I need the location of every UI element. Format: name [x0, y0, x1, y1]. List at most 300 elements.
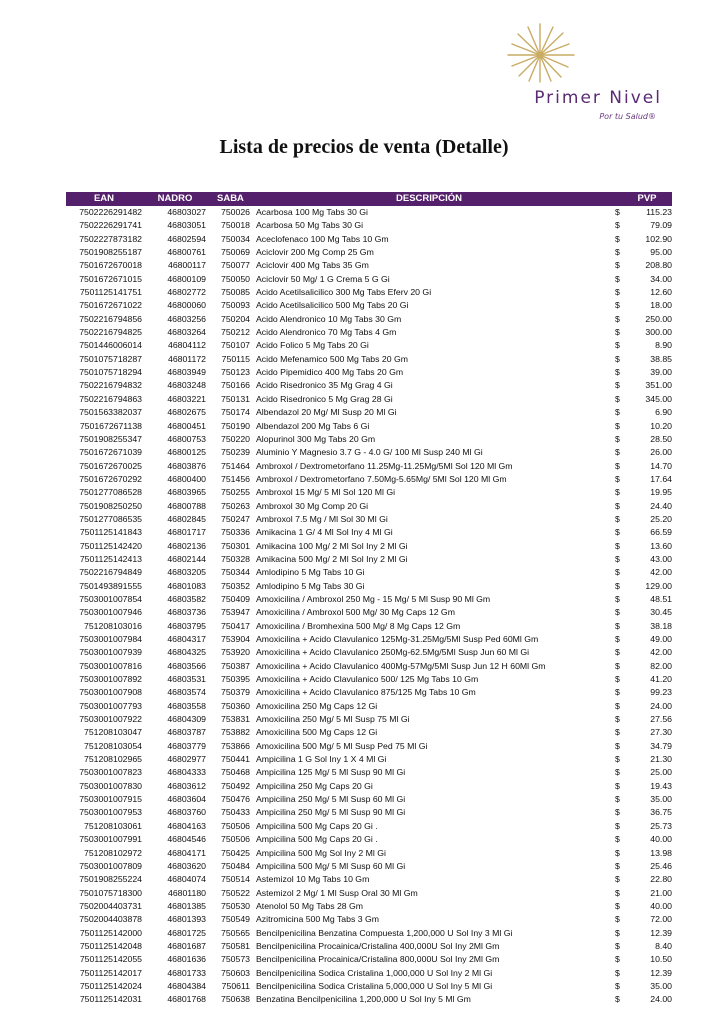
table-row	[66, 753, 672, 766]
description-cell: Ampicilina 250 Mg/ 5 Ml Susp 60 Ml Gi	[256, 794, 406, 805]
saba-cell: 750573	[221, 954, 250, 965]
column-header-saba: SABA	[217, 193, 244, 204]
price-cell: 12.39	[650, 927, 672, 938]
currency-symbol: $	[615, 433, 620, 444]
table-row	[66, 740, 672, 753]
nadro-cell: 46801083	[167, 580, 206, 591]
nadro-cell: 46804112	[167, 340, 206, 351]
price-cell: 24.40	[650, 500, 672, 511]
table-row	[66, 887, 672, 900]
saba-cell: 750484	[221, 860, 250, 871]
currency-symbol: $	[615, 567, 620, 578]
description-cell: Bencilpenicilina Procainica/Cristalina 800,000U Sol Iny 2Ml Gm	[256, 954, 500, 965]
description-cell: Amoxicilina + Acido Clavulanico 125Mg-31.25Mg/5Ml Susp Ped 60Ml Gm	[256, 634, 539, 644]
currency-symbol: $	[615, 847, 620, 858]
nadro-cell: 46801385	[167, 900, 206, 911]
ean-cell: 751208103054	[84, 740, 142, 751]
price-cell: 40.00	[650, 834, 672, 845]
table-row	[66, 820, 672, 833]
currency-symbol: $	[615, 620, 620, 631]
price-cell: 19.43	[650, 780, 672, 791]
ean-cell: 7502226291482	[79, 207, 142, 217]
price-cell: 27.56	[650, 714, 672, 725]
table-row	[66, 793, 672, 806]
description-cell: Aciclovir 400 Mg Tabs 35 Gm	[256, 260, 369, 271]
currency-symbol: $	[615, 527, 620, 538]
currency-symbol: $	[615, 900, 620, 911]
saba-cell: 750204	[221, 313, 250, 324]
saba-cell: 753831	[221, 714, 250, 725]
description-cell: Ampicilina 250 Mg/ 5 Ml Susp 90 Ml Gi	[256, 807, 406, 818]
description-cell: Acido Pipemidico 400 Mg Tabs 20 Gm	[256, 367, 404, 378]
ean-cell: 7503001007816	[79, 660, 142, 671]
table-row	[66, 726, 672, 739]
saba-cell: 750352	[221, 580, 250, 591]
ean-cell: 751208102972	[84, 847, 142, 858]
description-cell: Amoxicilina + Acido Clavulanico 400Mg-57Mg/5Ml Susp Jun 12 H 60Ml Gm	[256, 660, 546, 671]
brand-name: Primer Nivel	[534, 88, 662, 108]
saba-cell: 750433	[221, 807, 250, 818]
table-row	[66, 553, 672, 566]
description-cell: Amikacina 500 Mg/ 2 Ml Sol Iny 2 Ml Gi	[256, 553, 408, 564]
description-cell: Acarbosa 100 Mg Tabs 30 Gi	[256, 207, 368, 217]
ean-cell: 7501125141843	[79, 527, 142, 538]
description-cell: Ampicilina 125 Mg/ 5 Ml Susp 90 Ml Gi	[256, 767, 406, 778]
table-row	[66, 833, 672, 846]
saba-cell: 753866	[221, 740, 250, 751]
ean-cell: 7501125142024	[79, 980, 142, 991]
description-cell: Ampicilina 500 Mg Sol Iny 2 Ml Gi	[256, 847, 386, 858]
price-cell: 10.50	[650, 954, 672, 965]
price-cell: 14.70	[650, 460, 672, 471]
saba-cell: 750468	[221, 767, 250, 778]
description-cell: Ambroxol 7.5 Mg / Ml Sol 30 Ml Gi	[256, 513, 388, 524]
nadro-cell: 46804384	[167, 980, 206, 991]
table-row	[66, 593, 672, 606]
description-cell: Amoxicilina / Ambroxol 250 Mg - 15 Mg/ 5 Ml Susp 90 Ml Gm	[256, 593, 491, 604]
currency-symbol: $	[615, 327, 620, 338]
saba-cell: 750514	[221, 874, 250, 885]
currency-symbol: $	[615, 487, 620, 498]
currency-symbol: $	[615, 553, 620, 564]
description-cell: Aceclofenaco 100 Mg Tabs 10 Gm	[256, 233, 389, 244]
nadro-cell: 46803949	[167, 367, 206, 378]
table-row	[66, 580, 672, 593]
nadro-cell: 46801636	[167, 954, 206, 965]
price-cell: 39.00	[650, 367, 672, 378]
nadro-cell: 46800753	[167, 433, 206, 444]
table-row	[66, 540, 672, 553]
price-cell: 208.80	[645, 260, 672, 271]
ean-cell: 7501672671138	[79, 420, 142, 431]
price-cell: 41.20	[650, 674, 672, 685]
description-cell: Acido Alendronico 10 Mg Tabs 30 Gm	[256, 313, 402, 324]
currency-symbol: $	[615, 794, 620, 805]
nadro-cell: 46801717	[167, 527, 206, 538]
currency-symbol: $	[615, 980, 620, 991]
nadro-cell: 46803795	[167, 620, 206, 631]
price-cell: 95.00	[650, 247, 672, 258]
ean-cell: 7501446006014	[79, 340, 142, 351]
saba-cell: 750212	[221, 327, 250, 338]
ean-cell: 7501277086535	[79, 513, 142, 524]
table-row	[66, 660, 672, 673]
price-cell: 25.00	[650, 767, 672, 778]
nadro-cell: 46803558	[167, 700, 206, 711]
description-cell: Amlodipino 5 Mg Tabs 30 Gi	[256, 580, 365, 591]
table-row	[66, 780, 672, 793]
ean-cell: 7501277086528	[79, 487, 142, 498]
price-cell: 18.00	[650, 300, 672, 311]
price-cell: 17.64	[650, 473, 672, 484]
description-cell: Bencilpenicilina Sodica Cristalina 1,000,000 U Sol Iny 2 Ml Gi	[256, 967, 493, 978]
price-cell: 72.00	[650, 914, 672, 925]
brand-tagline: Por tu Salud®	[599, 112, 656, 121]
saba-cell: 750115	[221, 353, 250, 364]
currency-symbol: $	[615, 300, 620, 311]
price-cell: 24.00	[650, 994, 672, 1005]
ean-cell: 7502216794849	[79, 567, 142, 578]
saba-cell: 753882	[221, 727, 250, 738]
table-row	[66, 713, 672, 726]
nadro-cell: 46803531	[167, 674, 206, 685]
description-cell: Acido Alendronico 70 Mg Tabs 4 Gm	[256, 327, 397, 338]
table-row	[66, 246, 672, 259]
currency-symbol: $	[615, 674, 620, 685]
column-header-pvp: PVP	[637, 193, 657, 204]
description-cell: Aluminio Y Magnesio 3.7 G - 4.0 G/ 100 Ml Susp 240 Ml Gi	[256, 447, 483, 458]
description-cell: Amoxicilina + Acido Clavulanico 250Mg-62.5Mg/5Ml Susp Jun 60 Ml Gi	[256, 647, 530, 658]
table-row	[66, 286, 672, 299]
table-row	[66, 313, 672, 326]
nadro-cell: 46804163	[167, 820, 206, 831]
price-cell: 43.00	[650, 553, 672, 564]
description-cell: Aciclovir 50 Mg/ 1 G Crema 5 G Gi	[256, 273, 390, 284]
price-cell: 79.09	[650, 220, 672, 231]
table-row	[66, 967, 672, 980]
description-cell: Albendazol 200 Mg Tabs 6 Gi	[256, 420, 370, 431]
price-cell: 351.00	[645, 380, 672, 391]
saba-cell: 750387	[221, 660, 250, 671]
description-cell: Acido Folico 5 Mg Tabs 20 Gi	[256, 340, 369, 351]
table-row	[66, 873, 672, 886]
currency-symbol: $	[615, 660, 620, 671]
price-cell: 66.59	[650, 527, 672, 538]
nadro-cell: 46804074	[167, 874, 206, 885]
ean-cell: 7503001007854	[79, 593, 142, 604]
nadro-cell: 46801687	[167, 940, 206, 951]
price-cell: 42.00	[650, 567, 672, 578]
table-row	[66, 606, 672, 619]
saba-cell: 750050	[221, 273, 250, 284]
column-header-ean: EAN	[93, 193, 115, 204]
currency-symbol: $	[615, 407, 620, 418]
ean-cell: 7501908255347	[79, 433, 142, 444]
table-row	[66, 940, 672, 953]
description-cell: Astemizol 10 Mg Tabs 10 Gm	[256, 874, 370, 885]
currency-symbol: $	[615, 780, 620, 791]
description-cell: Albendazol 20 Mg/ Ml Susp 20 Ml Gi	[256, 407, 397, 418]
currency-symbol: $	[615, 340, 620, 351]
currency-symbol: $	[615, 967, 620, 978]
saba-cell: 750492	[221, 780, 250, 791]
ean-cell: 7503001007830	[79, 780, 142, 791]
currency-symbol: $	[615, 807, 620, 818]
nadro-cell: 46802772	[167, 287, 206, 298]
price-cell: 48.51	[650, 593, 672, 604]
price-cell: 25.20	[650, 513, 672, 524]
ean-cell: 751208103061	[84, 820, 142, 831]
price-cell: 19.95	[650, 487, 672, 498]
currency-symbol: $	[615, 233, 620, 244]
nadro-cell: 46803027	[167, 207, 206, 217]
price-cell: 26.00	[650, 447, 672, 458]
description-cell: Bencilpenicilina Benzatina Compuesta 1,200,000 U Sol Iny 3 Ml Gi	[256, 927, 513, 938]
currency-symbol: $	[615, 460, 620, 471]
currency-symbol: $	[615, 593, 620, 604]
table-row	[66, 486, 672, 499]
nadro-cell: 46803604	[167, 794, 206, 805]
saba-cell: 750301	[221, 540, 250, 551]
description-cell: Bencilpenicilina Procainica/Cristalina 400,000U Sol Iny 2Ml Gm	[256, 940, 500, 951]
saba-cell: 750328	[221, 553, 250, 564]
saba-cell: 750417	[221, 620, 250, 631]
ean-cell: 7501125142048	[79, 940, 142, 951]
table-row	[66, 766, 672, 779]
ean-cell: 751208102965	[84, 754, 142, 765]
column-header-nadro: NADRO	[157, 193, 193, 204]
currency-symbol: $	[615, 714, 620, 725]
ean-cell: 7501125142413	[79, 553, 142, 564]
currency-symbol: $	[615, 887, 620, 898]
ean-cell: 7503001007953	[79, 807, 142, 818]
currency-symbol: $	[615, 313, 620, 324]
saba-cell: 750360	[221, 700, 250, 711]
saba-cell: 750093	[221, 300, 250, 311]
price-cell: 99.23	[650, 687, 672, 698]
ean-cell: 7503001007892	[79, 674, 142, 685]
saba-cell: 750336	[221, 527, 250, 538]
ean-cell: 7501125142031	[79, 994, 142, 1005]
nadro-cell: 46800117	[167, 260, 206, 271]
table-row	[66, 646, 672, 659]
nadro-cell: 46800060	[167, 300, 206, 311]
description-cell: Amikacina 100 Mg/ 2 Ml Sol Iny 2 Ml Gi	[256, 540, 408, 551]
price-cell: 35.00	[650, 980, 672, 991]
table-row	[66, 393, 672, 406]
price-cell: 34.79	[650, 740, 672, 751]
price-cell: 129.00	[645, 580, 672, 591]
description-cell: Amoxicilina 500 Mg Caps 12 Gi	[256, 727, 378, 738]
saba-cell: 750344	[221, 567, 250, 578]
currency-symbol: $	[615, 754, 620, 765]
saba-cell: 750131	[221, 393, 250, 404]
nadro-cell: 46804325	[167, 647, 206, 658]
currency-symbol: $	[615, 927, 620, 938]
table-row	[66, 620, 672, 633]
table-row	[66, 993, 672, 1006]
nadro-cell: 46802136	[167, 540, 206, 551]
price-cell: 6.90	[655, 407, 672, 418]
table-row	[66, 233, 672, 246]
nadro-cell: 46800451	[167, 420, 206, 431]
nadro-cell: 46803051	[167, 220, 206, 231]
saba-cell: 750123	[221, 367, 250, 378]
price-cell: 250.00	[645, 313, 672, 324]
ean-cell: 7503001007823	[79, 767, 142, 778]
ean-cell: 7501075718287	[79, 353, 142, 364]
column-header-description: DESCRIPCIÓN	[396, 193, 462, 204]
table-row	[66, 206, 672, 219]
table-row	[66, 566, 672, 579]
description-cell: Ampicilina 500 Mg Caps 20 Gi .	[256, 820, 378, 831]
nadro-cell: 46800109	[167, 273, 206, 284]
nadro-cell: 46804171	[167, 847, 206, 858]
ean-cell: 7501125141751	[79, 287, 142, 298]
table-row	[66, 860, 672, 873]
table-row	[66, 673, 672, 686]
description-cell: Amoxicilina + Acido Clavulanico 875/125 Mg Tabs 10 Gm	[256, 687, 476, 698]
price-cell: 12.60	[650, 287, 672, 298]
nadro-cell: 46803779	[167, 740, 206, 751]
ean-cell: 7503001007793	[79, 700, 142, 711]
saba-cell: 750379	[221, 687, 250, 698]
nadro-cell: 46803566	[167, 660, 206, 671]
description-cell: Acido Acetilsalicilico 500 Mg Tabs 20 Gi	[256, 300, 409, 311]
ean-cell: 7501672671015	[79, 273, 142, 284]
nadro-cell: 46803760	[167, 807, 206, 818]
price-cell: 21.00	[650, 887, 672, 898]
sunburst-icon	[500, 22, 580, 88]
currency-symbol: $	[615, 353, 620, 364]
nadro-cell: 46801180	[167, 887, 206, 898]
ean-cell: 7502226291741	[79, 220, 142, 231]
currency-symbol: $	[615, 820, 620, 831]
nadro-cell: 46803965	[167, 487, 206, 498]
saba-cell: 750476	[221, 794, 250, 805]
price-cell: 102.90	[645, 233, 672, 244]
ean-cell: 7501075718300	[79, 887, 142, 898]
price-cell: 12.39	[650, 967, 672, 978]
nadro-cell: 46801733	[167, 967, 206, 978]
description-cell: Ambroxol 30 Mg Comp 20 Gi	[256, 500, 369, 511]
ean-cell: 7501075718294	[79, 367, 142, 378]
ean-cell: 7502004403878	[79, 914, 142, 925]
saba-cell: 750425	[221, 847, 250, 858]
ean-cell: 7501125142017	[79, 967, 142, 978]
currency-symbol: $	[615, 207, 620, 217]
description-cell: Ampicilina 250 Mg Caps 20 Gi	[256, 780, 373, 791]
ean-cell: 7501125142000	[79, 927, 142, 938]
currency-symbol: $	[615, 513, 620, 524]
description-cell: Atenolol 50 Mg Tabs 28 Gm	[256, 900, 364, 911]
currency-symbol: $	[615, 940, 620, 951]
nadro-cell: 46803256	[167, 313, 206, 324]
price-cell: 30.45	[650, 607, 672, 618]
saba-cell: 750255	[221, 487, 250, 498]
saba-cell: 750611	[221, 980, 250, 991]
currency-symbol: $	[615, 767, 620, 778]
ean-cell: 7502216794825	[79, 327, 142, 338]
nadro-cell: 46802977	[167, 754, 206, 765]
currency-symbol: $	[615, 647, 620, 658]
saba-cell: 750077	[221, 260, 250, 271]
nadro-cell: 46803264	[167, 327, 206, 338]
currency-symbol: $	[615, 700, 620, 711]
ean-cell: 7501563382037	[79, 407, 142, 418]
price-cell: 82.00	[650, 660, 672, 671]
table-row	[66, 406, 672, 419]
saba-cell: 750220	[221, 433, 250, 444]
price-cell: 49.00	[650, 634, 672, 644]
price-cell: 27.30	[650, 727, 672, 738]
currency-symbol: $	[615, 580, 620, 591]
table-row	[66, 446, 672, 459]
price-cell: 38.85	[650, 353, 672, 364]
description-cell: Azitromicina 500 Mg Tabs 3 Gm	[256, 914, 379, 925]
saba-cell: 750522	[221, 887, 250, 898]
ean-cell: 7502227873182	[79, 233, 142, 244]
saba-cell: 750026	[221, 207, 250, 217]
saba-cell: 750506	[221, 820, 250, 831]
price-cell: 345.00	[645, 393, 672, 404]
currency-symbol: $	[615, 447, 620, 458]
nadro-cell: 46802675	[167, 407, 206, 418]
price-cell: 35.00	[650, 794, 672, 805]
price-cell: 34.00	[650, 273, 672, 284]
saba-cell: 750409	[221, 593, 250, 604]
table-row	[66, 420, 672, 433]
price-cell: 36.75	[650, 807, 672, 818]
ean-cell: 7502216794832	[79, 380, 142, 391]
table-row	[66, 473, 672, 486]
saba-cell: 750166	[221, 380, 250, 391]
nadro-cell: 46802144	[167, 553, 206, 564]
nadro-cell: 46800400	[167, 473, 206, 484]
table-row	[66, 900, 672, 913]
ean-cell: 7501672670292	[79, 473, 142, 484]
price-cell: 28.50	[650, 433, 672, 444]
ean-cell: 7501908250250	[79, 500, 142, 511]
table-row	[66, 500, 672, 513]
price-cell: 8.40	[655, 940, 672, 951]
saba-cell: 750638	[221, 994, 250, 1005]
nadro-cell: 46803582	[167, 593, 206, 604]
description-cell: Amoxicilina 500 Mg/ 5 Ml Susp Ped 75 Ml Gi	[256, 740, 428, 751]
nadro-cell: 46804309	[167, 714, 206, 725]
table-row	[66, 353, 672, 366]
saba-cell: 750506	[221, 834, 250, 845]
nadro-cell: 46803736	[167, 607, 206, 618]
table-header	[66, 192, 672, 206]
currency-symbol: $	[615, 634, 620, 644]
description-cell: Amlodipino 5 Mg Tabs 10 Gi	[256, 567, 365, 578]
nadro-cell: 46801172	[167, 353, 206, 364]
description-cell: Bencilpenicilina Sodica Cristalina 5,000,000 U Sol Iny 5 Ml Gi	[256, 980, 493, 991]
description-cell: Ampicilina 1 G Sol Iny 1 X 4 Ml Gi	[256, 754, 387, 765]
nadro-cell: 46802845	[167, 513, 206, 524]
saba-cell: 750239	[221, 447, 250, 458]
currency-symbol: $	[615, 954, 620, 965]
currency-symbol: $	[615, 287, 620, 298]
ean-cell: 7501125142055	[79, 954, 142, 965]
description-cell: Amoxicilina 250 Mg/ 5 Ml Susp 75 Ml Gi	[256, 714, 410, 725]
saba-cell: 750174	[221, 407, 250, 418]
table-body	[66, 206, 672, 1007]
description-cell: Acarbosa 50 Mg Tabs 30 Gi	[256, 220, 364, 231]
description-cell: Amoxicilina / Ambroxol 500 Mg/ 30 Mg Caps 12 Gm	[256, 607, 455, 618]
description-cell: Amikacina 1 G/ 4 Ml Sol Iny 4 Ml Gi	[256, 527, 393, 538]
